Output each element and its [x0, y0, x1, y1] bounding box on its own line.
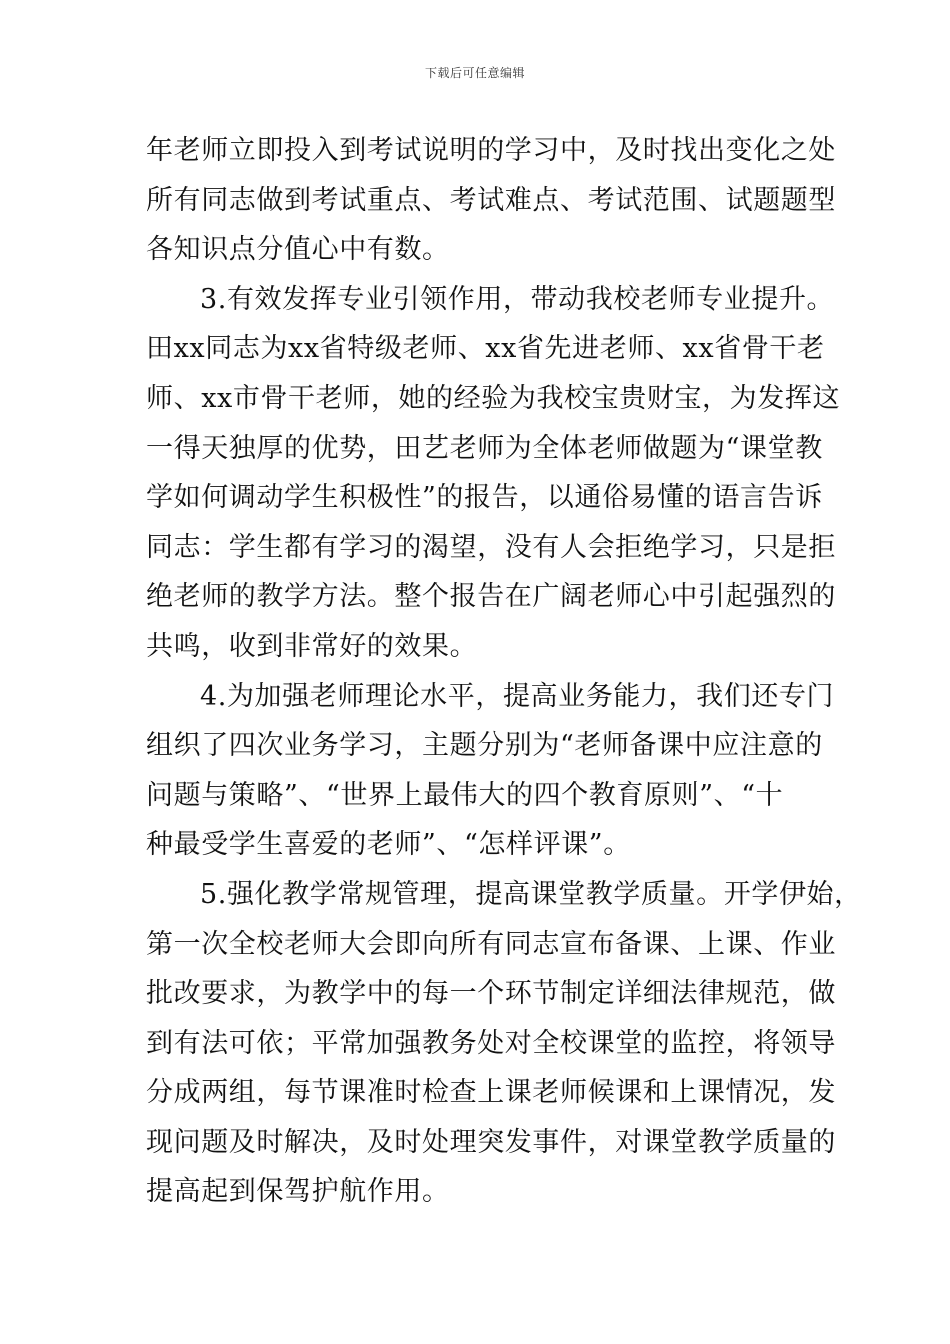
paragraph-5-start: 5.强化教学常规管理，提高课堂教学质量。开学伊始， — [200, 878, 862, 910]
text-line: 问题与策略”、“世界上最伟大的四个教育原则”、“十 — [146, 779, 784, 811]
text-line: 第一次全校老师大会即向所有同志宣布备课、上课、作业 — [146, 928, 836, 960]
page-header: 下载后可任意编辑 — [424, 66, 525, 80]
text-line: 学如何调动学生积极性”的报告，以通俗易懂的语言告诉 — [146, 482, 823, 514]
text-line: 绝老师的教学方法。整个报告在广阔老师心中引起强烈的 — [146, 581, 836, 613]
text-line: 组织了四次业务学习，主题分别为“老师备课中应注意的 — [146, 730, 823, 762]
text-line: 到有法可依；平常加强教务处对全校课堂的监控，将领导 — [146, 1027, 836, 1059]
text-line: 共鸣，收到非常好的效果。 — [146, 630, 478, 662]
text-line: 师、xx市骨干老师，她的经验为我校宝贵财宝，为发挥这 — [146, 382, 841, 414]
text-line: 批改要求，为教学中的每一个环节制定详细法律规范，做 — [146, 978, 836, 1010]
paragraph-4-start: 4.为加强老师理论水平，提高业务能力，我们还专门 — [200, 680, 835, 712]
text-line: 所有同志做到考试重点、考试难点、考试范围、试题题型 — [146, 184, 836, 216]
text-line: 分成两组，每节课准时检查上课老师候课和上课情况，发 — [146, 1077, 836, 1109]
text-line: 各知识点分值心中有数。 — [146, 234, 450, 266]
text-line: 同志：学生都有学习的渴望，没有人会拒绝学习，只是拒 — [146, 531, 836, 563]
text-line: 年老师立即投入到考试说明的学习中，及时找出变化之处 — [146, 135, 836, 166]
paragraph-3-start: 3.有效发挥专业引领作用，带动我校老师专业提升。 — [200, 283, 835, 315]
text-line: 现问题及时解决，及时处理突发事件，对课堂教学质量的 — [146, 1126, 836, 1158]
text-line: 一得天独厚的优势，田艺老师为全体老师做题为“课堂教 — [146, 432, 823, 464]
text-line: 提高起到保驾护航作用。 — [146, 1176, 450, 1208]
text-line: 种最受学生喜爱的老师”、“怎样评课”。 — [146, 829, 631, 861]
text-line: 田xx同志为xx省特级老师、xx省先进老师、xx省骨干老 — [146, 333, 825, 365]
body-text — [146, 126, 862, 1217]
